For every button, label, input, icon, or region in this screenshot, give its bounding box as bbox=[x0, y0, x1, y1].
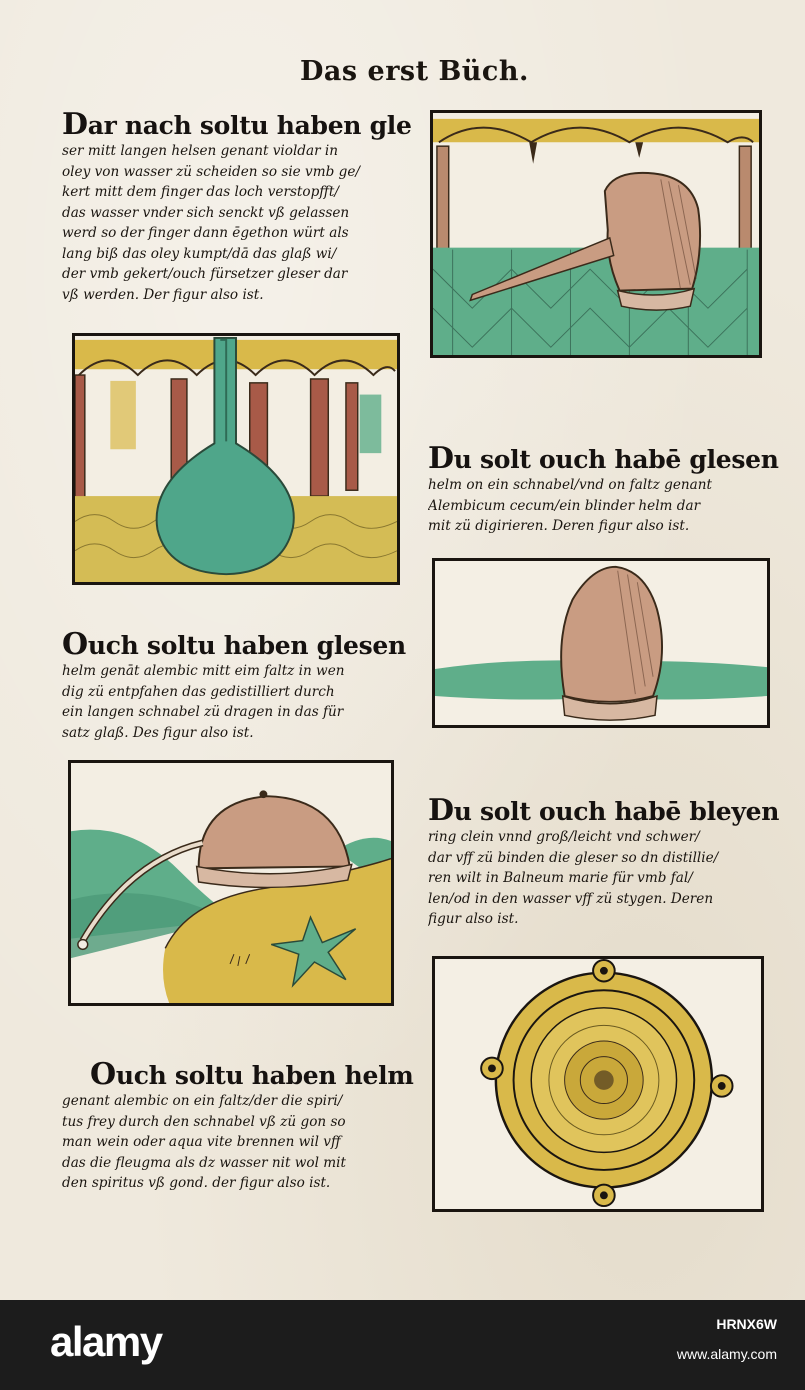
text-line: das wasser vnder sich senckt vß gelassen bbox=[62, 204, 350, 221]
figure-alembic-with-beak bbox=[430, 110, 762, 358]
text-line: tus frey durch den schnabel vß zü gon so bbox=[62, 1113, 346, 1130]
section-blind-helm-text bbox=[428, 441, 779, 537]
section-heading: Dar nach soltu haben gle bbox=[62, 107, 412, 142]
section-body bbox=[62, 141, 412, 305]
section-body bbox=[428, 827, 780, 930]
figure-violdar-flask bbox=[72, 333, 400, 585]
section-body bbox=[428, 475, 778, 537]
text-line: der vmb gekert/ouch fürsetzer gleser dar bbox=[62, 266, 348, 282]
text-line: dar vff zü binden die gleser so dn distillie/ bbox=[428, 849, 719, 866]
text-line: den spiritus vß gond. der figur also ist. bbox=[62, 1175, 331, 1191]
text-line: werd so der finger dann ēgethon würt als bbox=[62, 225, 349, 241]
text-line: len/od in den wasser vff zü stygen. Deren bbox=[428, 890, 714, 907]
text-line: satz glaß. Des figur also ist. bbox=[62, 724, 254, 741]
text-line: ren wilt in Balneum marie für vmb fal/ bbox=[428, 870, 693, 886]
figure-lead-ring bbox=[432, 956, 764, 1212]
text-line: helm on ein schnabel/vnd on faltz genant bbox=[428, 477, 712, 493]
text-line: Alembicum cecum/ein blinder helm dar bbox=[428, 497, 701, 514]
section-body bbox=[62, 661, 412, 743]
text-line: das die fleugma als dz wasser nit wol mit bbox=[62, 1154, 346, 1171]
text-line: genant alembic on ein faltz/der die spiri/ bbox=[62, 1093, 343, 1109]
section-heading: Du solt ouch habē glesen bbox=[428, 441, 779, 476]
text-line: lang biß das oley kumpt/dā das glaß wi/ bbox=[62, 245, 337, 262]
figure-alembic-on-hills bbox=[68, 760, 394, 1006]
text-line: dig zü entpfahen das gedistilliert durch bbox=[62, 683, 335, 700]
section-violdar-text bbox=[62, 107, 412, 305]
text-line: ring clein vnnd groß/leicht vnd schwer/ bbox=[428, 829, 700, 845]
section-helm-without-fold-text bbox=[62, 1057, 414, 1194]
section-heading: Du solt ouch habē bleyen bbox=[428, 793, 780, 828]
figure-blind-helm bbox=[432, 558, 770, 728]
text-line: ser mitt langen helsen genant violdar in bbox=[62, 143, 339, 159]
text-line: mit zü digirieren. Deren figur also ist. bbox=[428, 518, 690, 534]
section-heading: Ouch soltu haben helm bbox=[90, 1057, 414, 1092]
watermark-bar bbox=[0, 1300, 805, 1390]
section-alembic-fold-text bbox=[62, 627, 412, 743]
text-line: kert mitt dem finger das loch verstopfft/ bbox=[62, 184, 339, 200]
page-header: Das erst Büch. bbox=[300, 56, 529, 87]
text-line: figur also ist. bbox=[428, 911, 519, 927]
text-line: ein langen schnabel zü dragen in das für bbox=[62, 704, 344, 720]
text-line: man wein oder aqua vite brennen wil vff bbox=[62, 1134, 341, 1150]
brand-logo: alamy bbox=[50, 1318, 162, 1365]
image-id-label: HRNX6W bbox=[716, 1316, 777, 1332]
section-heading: Ouch soltu haben glesen bbox=[62, 627, 406, 662]
section-body bbox=[62, 1091, 414, 1194]
text-line: vß werden. Der figur also ist. bbox=[62, 286, 264, 303]
section-lead-rings-text bbox=[428, 793, 780, 930]
site-url-label: www.alamy.com bbox=[676, 1346, 777, 1362]
text-line: helm genāt alembic mitt eim faltz in wen bbox=[62, 663, 345, 679]
text-line: oley von wasser zü scheiden so sie vmb ge/ bbox=[62, 163, 360, 180]
